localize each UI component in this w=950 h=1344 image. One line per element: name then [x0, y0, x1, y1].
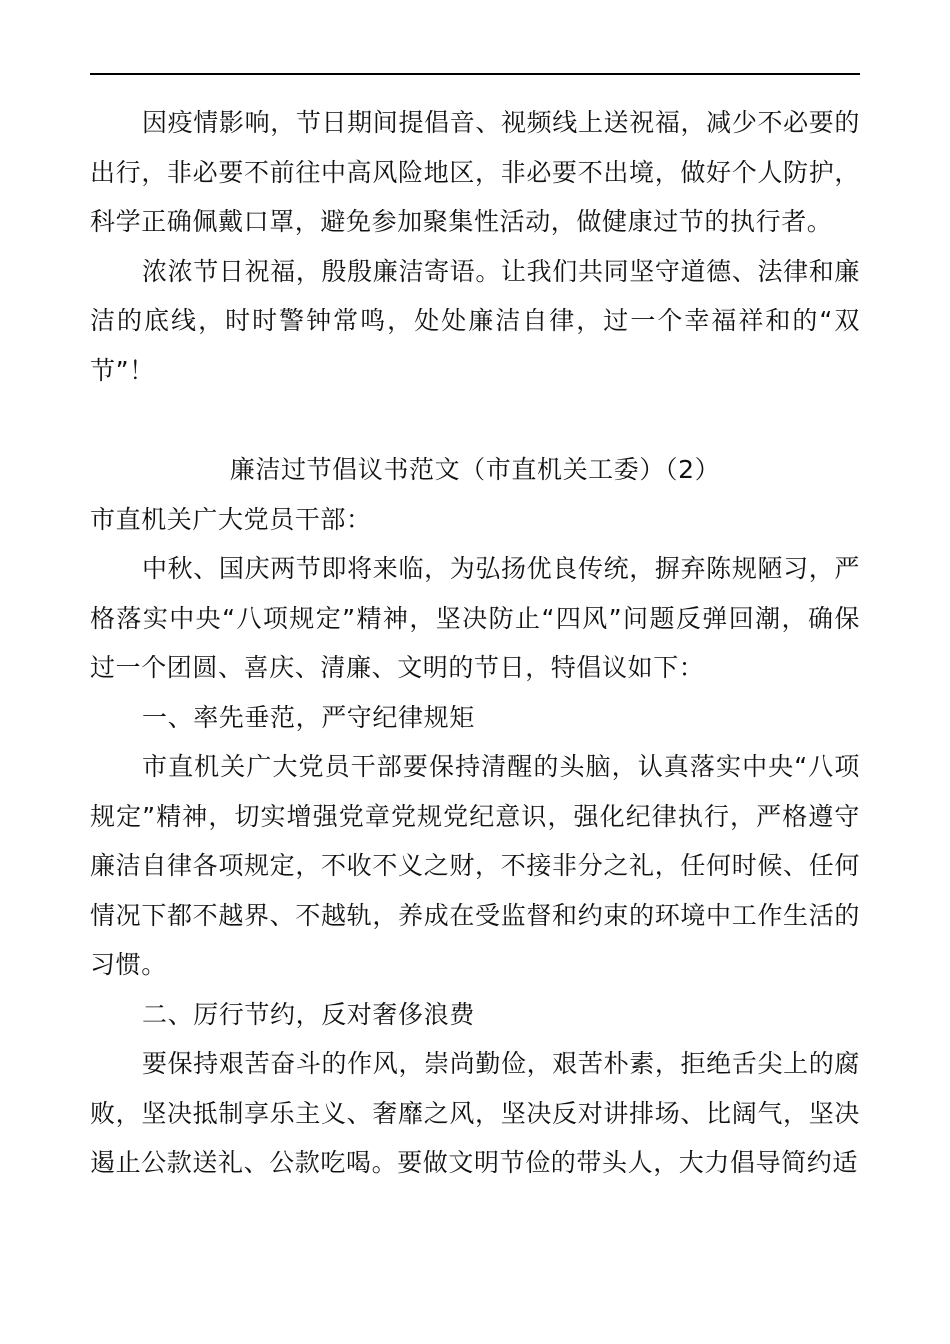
document-body: [90, 98, 860, 1188]
paragraph-intro: 中秋、国庆两节即将来临，为弘扬优良传统，摒弃陈规陋习，严格落实中央“八项规定”精神，坚决防止“四风”问题反弹回潮，确保过一个团圆、喜庆、清廉、文明的节日，特倡议如下：: [90, 554, 860, 682]
paragraph-section-2: 要保持艰苦奋斗的作风，崇尚勤俭，艰苦朴素，拒绝舌尖上的腐败，坚决抵制享乐主义、奢靡之风，坚决反对讲排场、比阔气，坚决遏止公款送礼、公款吃喝。要做文明节俭的带头人，大力倡导简约适: [90, 1049, 860, 1177]
document-title: 廉洁过节倡议书范文（市直机关工委）（2）: [229, 455, 721, 484]
paragraph-epidemic: 因疫情影响，节日期间提倡音、视频线上送祝福，减少不必要的出行，非必要不前往中高风险地区，非必要不出境，做好个人防护，科学正确佩戴口罩，避免参加聚集性活动，做健康过节的执行者。: [90, 108, 860, 236]
paragraph-closing-wishes: 浓浓节日祝福，殷殷廉洁寄语。让我们共同坚守道德、法律和廉洁的底线，时时警钟常鸣，处处廉洁自律，过一个幸福祥和的“双节”！: [90, 256, 860, 385]
heading-section-1: 一、率先垂范，严守纪律规矩: [142, 702, 475, 732]
paragraph-section-1: 市直机关广大党员干部要保持清醒的头脑，认真落实中央“八项规定”精神，切实增强党章党规党纪意识，强化纪律执行，严格遵守廉洁自律各项规定，不收不义之财，不接非分之礼，任何时候、任何情况下都不越界、不越轨，养成在受监督和约束的环境中工作生活的习惯。: [90, 752, 860, 979]
heading-section-2: 二、厉行节约，反对奢侈浪费: [142, 999, 475, 1029]
section-gap: [90, 395, 860, 445]
header-rule: [90, 73, 860, 75]
salutation: 市直机关广大党员干部：: [90, 504, 372, 534]
